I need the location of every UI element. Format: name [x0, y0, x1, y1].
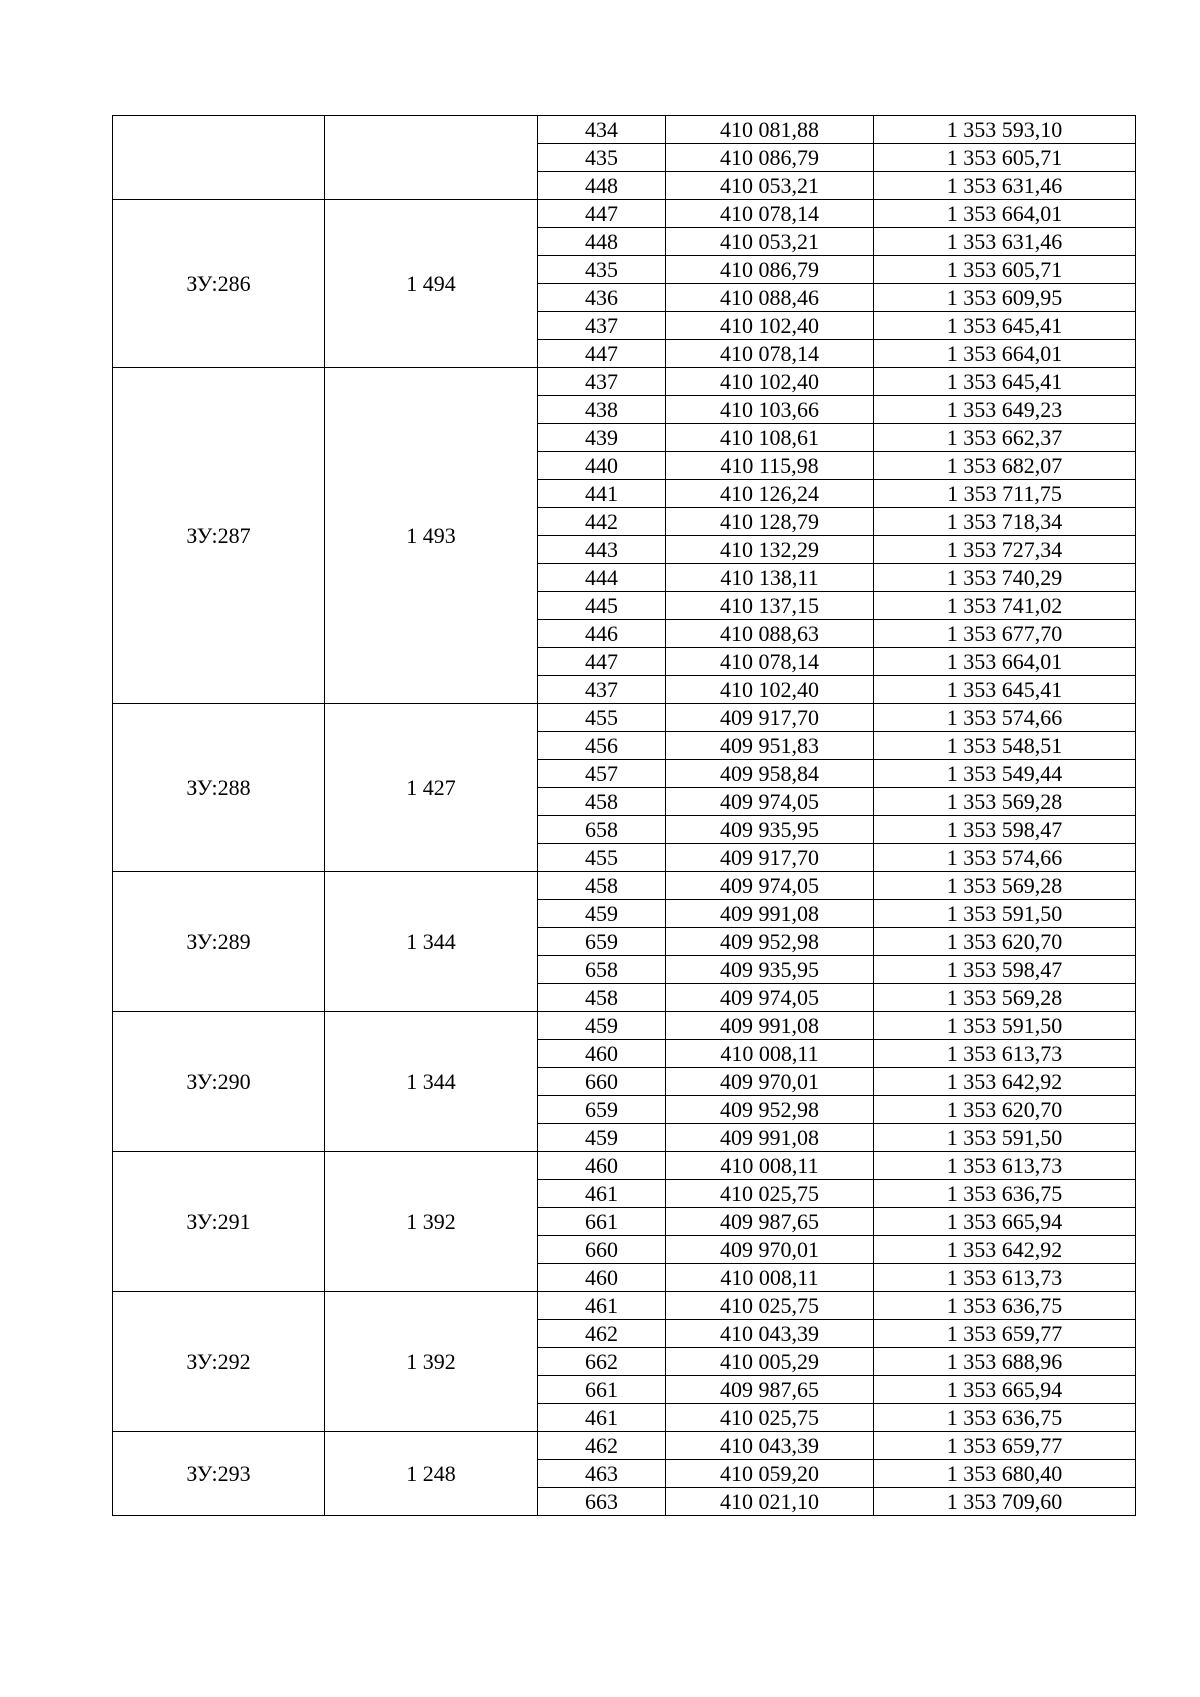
x-coordinate-cell: 410 021,10 — [666, 1488, 874, 1516]
point-number-cell: 659 — [538, 928, 666, 956]
land-plot-id-cell: ЗУ:288 — [113, 704, 325, 872]
table-row — [113, 116, 1136, 144]
x-coordinate-cell: 410 059,20 — [666, 1460, 874, 1488]
point-number-cell: 460 — [538, 1040, 666, 1068]
x-coordinate-cell: 410 137,15 — [666, 592, 874, 620]
point-number-cell: 661 — [538, 1376, 666, 1404]
x-coordinate-cell: 410 043,39 — [666, 1432, 874, 1460]
land-plot-id-cell: ЗУ:292 — [113, 1292, 325, 1432]
x-coordinate-cell: 410 108,61 — [666, 424, 874, 452]
y-coordinate-cell: 1 353 598,47 — [874, 956, 1136, 984]
x-coordinate-cell: 410 025,75 — [666, 1404, 874, 1432]
y-coordinate-cell: 1 353 636,75 — [874, 1180, 1136, 1208]
land-plot-id-cell: ЗУ:291 — [113, 1152, 325, 1292]
y-coordinate-cell: 1 353 664,01 — [874, 340, 1136, 368]
point-number-cell: 455 — [538, 844, 666, 872]
x-coordinate-cell: 410 053,21 — [666, 172, 874, 200]
area-cell: 1 344 — [325, 1012, 538, 1152]
y-coordinate-cell: 1 353 574,66 — [874, 844, 1136, 872]
point-number-cell: 460 — [538, 1152, 666, 1180]
table-row — [113, 1292, 1136, 1320]
point-number-cell: 660 — [538, 1236, 666, 1264]
point-number-cell: 461 — [538, 1292, 666, 1320]
point-number-cell: 658 — [538, 956, 666, 984]
point-number-cell: 447 — [538, 340, 666, 368]
point-number-cell: 435 — [538, 256, 666, 284]
point-number-cell: 447 — [538, 200, 666, 228]
point-number-cell: 444 — [538, 564, 666, 592]
x-coordinate-cell: 409 987,65 — [666, 1376, 874, 1404]
y-coordinate-cell: 1 353 645,41 — [874, 676, 1136, 704]
x-coordinate-cell: 409 974,05 — [666, 872, 874, 900]
x-coordinate-cell: 410 086,79 — [666, 256, 874, 284]
y-coordinate-cell: 1 353 591,50 — [874, 1124, 1136, 1152]
y-coordinate-cell: 1 353 645,41 — [874, 312, 1136, 340]
y-coordinate-cell: 1 353 620,70 — [874, 1096, 1136, 1124]
area-cell: 1 427 — [325, 704, 538, 872]
y-coordinate-cell: 1 353 642,92 — [874, 1068, 1136, 1096]
area-cell: 1 392 — [325, 1292, 538, 1432]
x-coordinate-cell: 410 103,66 — [666, 396, 874, 424]
x-coordinate-cell: 410 081,88 — [666, 116, 874, 144]
y-coordinate-cell: 1 353 680,40 — [874, 1460, 1136, 1488]
y-coordinate-cell: 1 353 613,73 — [874, 1040, 1136, 1068]
y-coordinate-cell: 1 353 631,46 — [874, 228, 1136, 256]
y-coordinate-cell: 1 353 631,46 — [874, 172, 1136, 200]
y-coordinate-cell: 1 353 591,50 — [874, 1012, 1136, 1040]
point-number-cell: 438 — [538, 396, 666, 424]
y-coordinate-cell: 1 353 645,41 — [874, 368, 1136, 396]
x-coordinate-cell: 409 917,70 — [666, 704, 874, 732]
point-number-cell: 434 — [538, 116, 666, 144]
x-coordinate-cell: 409 952,98 — [666, 1096, 874, 1124]
point-number-cell: 661 — [538, 1208, 666, 1236]
point-number-cell: 458 — [538, 984, 666, 1012]
y-coordinate-cell: 1 353 636,75 — [874, 1404, 1136, 1432]
y-coordinate-cell: 1 353 659,77 — [874, 1432, 1136, 1460]
area-cell: 1 493 — [325, 368, 538, 704]
y-coordinate-cell: 1 353 665,94 — [874, 1208, 1136, 1236]
x-coordinate-cell: 410 008,11 — [666, 1264, 874, 1292]
x-coordinate-cell: 410 025,75 — [666, 1180, 874, 1208]
x-coordinate-cell: 410 078,14 — [666, 340, 874, 368]
point-number-cell: 462 — [538, 1320, 666, 1348]
x-coordinate-cell: 410 132,29 — [666, 536, 874, 564]
land-plot-id-cell: ЗУ:287 — [113, 368, 325, 704]
x-coordinate-cell: 409 958,84 — [666, 760, 874, 788]
x-coordinate-cell: 410 115,98 — [666, 452, 874, 480]
point-number-cell: 461 — [538, 1180, 666, 1208]
point-number-cell: 660 — [538, 1068, 666, 1096]
x-coordinate-cell: 410 086,79 — [666, 144, 874, 172]
point-number-cell: 442 — [538, 508, 666, 536]
x-coordinate-cell: 409 991,08 — [666, 900, 874, 928]
point-number-cell: 457 — [538, 760, 666, 788]
y-coordinate-cell: 1 353 613,73 — [874, 1152, 1136, 1180]
point-number-cell: 445 — [538, 592, 666, 620]
x-coordinate-cell: 409 935,95 — [666, 816, 874, 844]
table-row — [113, 872, 1136, 900]
point-number-cell: 448 — [538, 172, 666, 200]
area-cell: 1 248 — [325, 1432, 538, 1516]
x-coordinate-cell: 409 991,08 — [666, 1012, 874, 1040]
table-row — [113, 704, 1136, 732]
x-coordinate-cell: 410 102,40 — [666, 368, 874, 396]
point-number-cell: 461 — [538, 1404, 666, 1432]
y-coordinate-cell: 1 353 548,51 — [874, 732, 1136, 760]
point-number-cell: 458 — [538, 872, 666, 900]
point-number-cell: 441 — [538, 480, 666, 508]
point-number-cell: 447 — [538, 648, 666, 676]
land-plot-id-cell — [113, 116, 325, 200]
x-coordinate-cell: 410 126,24 — [666, 480, 874, 508]
x-coordinate-cell: 409 974,05 — [666, 984, 874, 1012]
y-coordinate-cell: 1 353 662,37 — [874, 424, 1136, 452]
point-number-cell: 460 — [538, 1264, 666, 1292]
x-coordinate-cell: 410 088,46 — [666, 284, 874, 312]
y-coordinate-cell: 1 353 613,73 — [874, 1264, 1136, 1292]
point-number-cell: 439 — [538, 424, 666, 452]
y-coordinate-cell: 1 353 598,47 — [874, 816, 1136, 844]
coordinates-table-body — [113, 116, 1136, 1516]
area-cell: 1 392 — [325, 1152, 538, 1292]
point-number-cell: 463 — [538, 1460, 666, 1488]
table-row — [113, 1432, 1136, 1460]
y-coordinate-cell: 1 353 591,50 — [874, 900, 1136, 928]
point-number-cell: 443 — [538, 536, 666, 564]
x-coordinate-cell: 410 138,11 — [666, 564, 874, 592]
y-coordinate-cell: 1 353 682,07 — [874, 452, 1136, 480]
x-coordinate-cell: 409 970,01 — [666, 1236, 874, 1264]
y-coordinate-cell: 1 353 549,44 — [874, 760, 1136, 788]
x-coordinate-cell: 410 043,39 — [666, 1320, 874, 1348]
point-number-cell: 437 — [538, 312, 666, 340]
point-number-cell: 458 — [538, 788, 666, 816]
point-number-cell: 459 — [538, 1124, 666, 1152]
x-coordinate-cell: 410 008,11 — [666, 1040, 874, 1068]
point-number-cell: 455 — [538, 704, 666, 732]
y-coordinate-cell: 1 353 605,71 — [874, 144, 1136, 172]
x-coordinate-cell: 410 102,40 — [666, 676, 874, 704]
y-coordinate-cell: 1 353 569,28 — [874, 872, 1136, 900]
x-coordinate-cell: 409 917,70 — [666, 844, 874, 872]
x-coordinate-cell: 409 951,83 — [666, 732, 874, 760]
point-number-cell: 437 — [538, 676, 666, 704]
y-coordinate-cell: 1 353 688,96 — [874, 1348, 1136, 1376]
table-row — [113, 368, 1136, 396]
y-coordinate-cell: 1 353 609,95 — [874, 284, 1136, 312]
x-coordinate-cell: 410 128,79 — [666, 508, 874, 536]
y-coordinate-cell: 1 353 659,77 — [874, 1320, 1136, 1348]
y-coordinate-cell: 1 353 709,60 — [874, 1488, 1136, 1516]
y-coordinate-cell: 1 353 649,23 — [874, 396, 1136, 424]
point-number-cell: 456 — [538, 732, 666, 760]
x-coordinate-cell: 409 970,01 — [666, 1068, 874, 1096]
area-cell — [325, 116, 538, 200]
y-coordinate-cell: 1 353 740,29 — [874, 564, 1136, 592]
y-coordinate-cell: 1 353 569,28 — [874, 788, 1136, 816]
y-coordinate-cell: 1 353 711,75 — [874, 480, 1136, 508]
x-coordinate-cell: 410 053,21 — [666, 228, 874, 256]
x-coordinate-cell: 409 952,98 — [666, 928, 874, 956]
y-coordinate-cell: 1 353 664,01 — [874, 648, 1136, 676]
y-coordinate-cell: 1 353 718,34 — [874, 508, 1136, 536]
x-coordinate-cell: 409 991,08 — [666, 1124, 874, 1152]
y-coordinate-cell: 1 353 727,34 — [874, 536, 1136, 564]
area-cell: 1 344 — [325, 872, 538, 1012]
y-coordinate-cell: 1 353 569,28 — [874, 984, 1136, 1012]
y-coordinate-cell: 1 353 593,10 — [874, 116, 1136, 144]
x-coordinate-cell: 410 078,14 — [666, 200, 874, 228]
y-coordinate-cell: 1 353 605,71 — [874, 256, 1136, 284]
x-coordinate-cell: 410 008,11 — [666, 1152, 874, 1180]
x-coordinate-cell: 409 935,95 — [666, 956, 874, 984]
x-coordinate-cell: 409 987,65 — [666, 1208, 874, 1236]
y-coordinate-cell: 1 353 665,94 — [874, 1376, 1136, 1404]
point-number-cell: 436 — [538, 284, 666, 312]
point-number-cell: 446 — [538, 620, 666, 648]
land-plot-id-cell: ЗУ:289 — [113, 872, 325, 1012]
point-number-cell: 662 — [538, 1348, 666, 1376]
x-coordinate-cell: 409 974,05 — [666, 788, 874, 816]
point-number-cell: 459 — [538, 1012, 666, 1040]
y-coordinate-cell: 1 353 664,01 — [874, 200, 1136, 228]
y-coordinate-cell: 1 353 620,70 — [874, 928, 1136, 956]
land-plot-id-cell: ЗУ:286 — [113, 200, 325, 368]
x-coordinate-cell: 410 088,63 — [666, 620, 874, 648]
land-plot-id-cell: ЗУ:293 — [113, 1432, 325, 1516]
x-coordinate-cell: 410 102,40 — [666, 312, 874, 340]
x-coordinate-cell: 410 078,14 — [666, 648, 874, 676]
table-row — [113, 1152, 1136, 1180]
area-cell: 1 494 — [325, 200, 538, 368]
table-row — [113, 1012, 1136, 1040]
x-coordinate-cell: 410 005,29 — [666, 1348, 874, 1376]
point-number-cell: 459 — [538, 900, 666, 928]
point-number-cell: 448 — [538, 228, 666, 256]
table-row — [113, 200, 1136, 228]
point-number-cell: 437 — [538, 368, 666, 396]
point-number-cell: 659 — [538, 1096, 666, 1124]
point-number-cell: 435 — [538, 144, 666, 172]
point-number-cell: 658 — [538, 816, 666, 844]
y-coordinate-cell: 1 353 642,92 — [874, 1236, 1136, 1264]
x-coordinate-cell: 410 025,75 — [666, 1292, 874, 1320]
y-coordinate-cell: 1 353 677,70 — [874, 620, 1136, 648]
point-number-cell: 663 — [538, 1488, 666, 1516]
y-coordinate-cell: 1 353 574,66 — [874, 704, 1136, 732]
y-coordinate-cell: 1 353 741,02 — [874, 592, 1136, 620]
point-number-cell: 440 — [538, 452, 666, 480]
land-plot-id-cell: ЗУ:290 — [113, 1012, 325, 1152]
point-number-cell: 462 — [538, 1432, 666, 1460]
y-coordinate-cell: 1 353 636,75 — [874, 1292, 1136, 1320]
coordinates-table — [112, 115, 1136, 1516]
